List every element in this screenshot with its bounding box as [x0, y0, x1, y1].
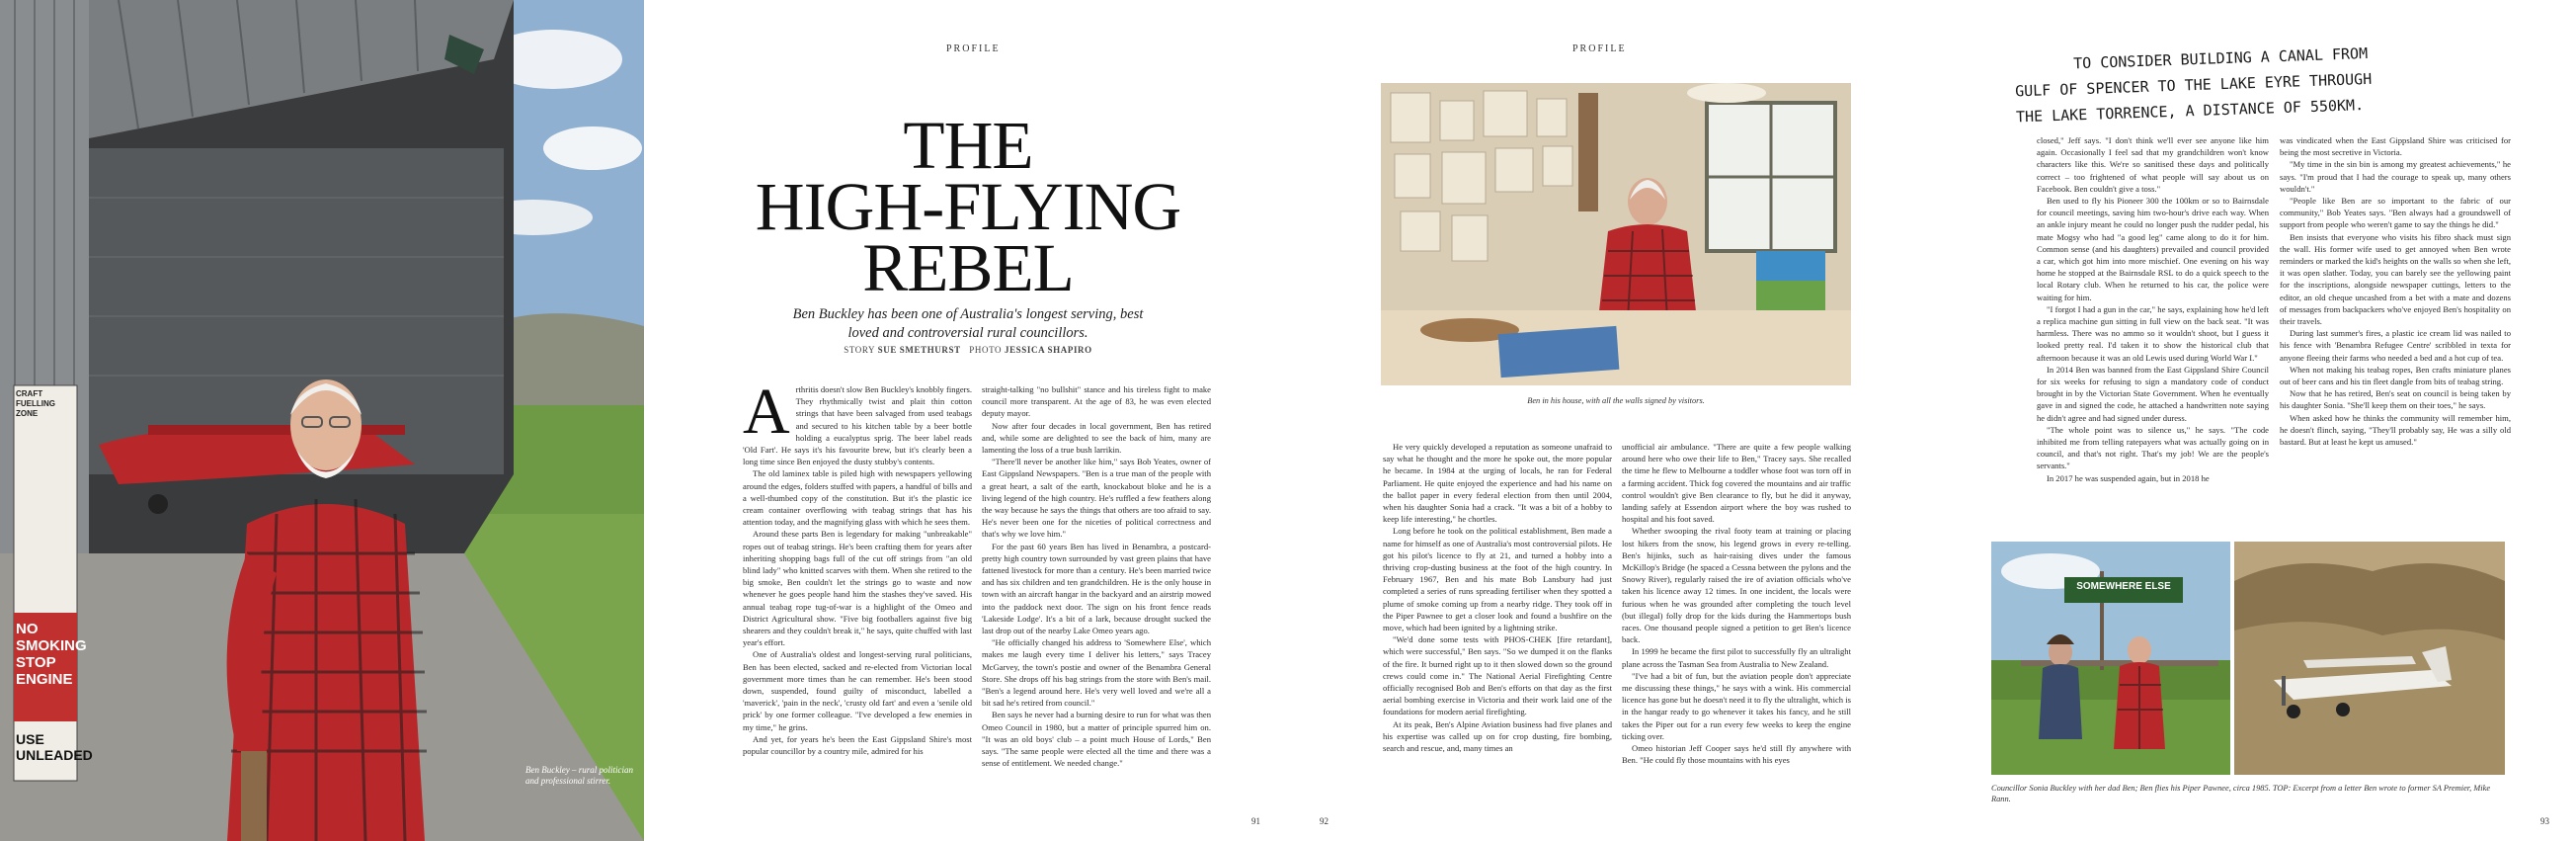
paragraph: In 2014 Ben was banned from the East Gippsland Shire Council for six weeks for refusing to sign a mandatory code of conduct brought in by the Victorian State Government. When he eventually gave in and signed the code, he attached a handwritten note saying he didn't agree and had signed under duress.	[2037, 364, 2269, 423]
paragraph: "We'd done some tests with PHOS-CHEK [fire retardant], which were successful," Ben says. "So we dumped it on the flanks of the fire. It burned right up to it then slowed down so the ground crews could come in." The National Aerial Firefighting Centre officially recognised Bob and Ben's efforts on that day as the first aerial bombing exercise in Victoria and their work laid one of the foundations for modern aerial firefighting.	[1383, 634, 1612, 717]
interior-caption: Ben in his house, with all the walls signed by visitors.	[1527, 396, 1705, 405]
paragraph: unofficial air ambulance. "There are quite a few people walking around here who owe their life to Ben," Tracey says. She recalled the time he flew to Melbourne a toddler whose foot was torn off in a farming accident. Thick fog covered the mountains and air traffic control wouldn't give Ben clearance to fly, but he did it anyway, landing safely at Essendon airport where the boy was rushed to hospital and his foot saved.	[1622, 442, 1851, 525]
paragraph: One of Australia's oldest and longest-serving rural politicians, Ben has been elected, sacked and re-elected from Victorian local government more times than he can remember. He's been stood down, suspended, found guilty of misconduct, labelled a 'maverick', 'pain in the neck', 'crusty old fart' and even a 'senile old prick' by one former colleague. "I've developed a few enemies in my time," he grins.	[743, 649, 972, 732]
paragraph: "There'll never be another like him," says Bob Yeates, owner of East Gippsland Newspapers. "Ben is a true man of the people with a great heart, a salt of the earth, knockabout bloke and he is a living legend of the high country. He's ruffled a few feathers along the way because he says the things that others are too afraid to say. He's never been one for the niceties of political correctness and that's why we love him."	[982, 457, 1211, 540]
byline	[790, 345, 1146, 355]
bottom-caption: Councillor Sonia Buckley with her dad Ben; Ben flies his Piper Pawnee, circa 1985. TOP: Excerpt from a letter Ben wrote to former SA Premier, Mike Rann.	[1991, 784, 2491, 803]
paragraph: Now after four decades in local government, Ben has retired and, while some are delighted to see the back of him, many are lamenting the loss of a true bush larrikin.	[982, 420, 1211, 456]
paragraph: straight-talking "no bullshit" stance and his tireless fight to make council more transparent. At the age of 83, he was even elected deputy mayor.	[982, 384, 1211, 419]
story-label: STORY	[844, 345, 875, 355]
handwritten-line: TO CONSIDER BUILDING A CANAL FROM	[2072, 43, 2369, 73]
paragraph: Ben used to fly his Pioneer 300 the 100km or so to Bairnsdale for council meetings, saving him two-hour's drive each way. When an ankle injury meant he could no longer push the rudder pedal, his mate Mogsy who had "a good leg" came along to do it for him. Common sense (and his daughters) prevailed and council provided a car, which got him into more mischief. One evening on his way home he stopped at the Bairnsdale RSL to do a quick speech to the local Rotary club. When he returned to his car, the police were waiting for him.	[2037, 196, 2269, 302]
body-column-6	[2280, 134, 2511, 520]
standfirst: Ben Buckley has been one of Australia's longest serving, best loved and controversial rural councillors.	[792, 306, 1144, 341]
photo-author: JESSICA SHAPIRO	[1004, 345, 1092, 355]
dropcap: A	[743, 383, 790, 448]
paragraph: "The whole point was to silence us," he says. "The code inhibited me from telling ratepayers what was actually going on in council, and that's not right. That's my job! We are the people's servants."	[2037, 424, 2269, 471]
paragraph: At its peak, Ben's Alpine Aviation business had five planes and his expertise was called up on for crop dusting, fire bombing, search and rescue, and, many times an	[1383, 718, 1612, 754]
paragraph: In 1999 he became the first pilot to successfully fly an ultralight plane across the Tasman Sea from Australia to New Zealand.	[1622, 646, 1851, 669]
page-number: 91	[1251, 816, 1260, 826]
hero-photo	[0, 0, 644, 841]
headline-line: REBEL	[862, 230, 1074, 305]
interior-photo	[1381, 83, 1851, 385]
hero-caption: Ben Buckley – rural politician and professional stirrer.	[525, 765, 633, 786]
paragraph: "I've had a bit of fun, but the aviation people don't appreciate me discussing these things," he says with a wink. His commercial licence has gone but he doesn't need it to fly the ultralight, which is in the hangar ready to go whenever it takes his fancy, and he still takes the Piper out for a run every few weeks to keep the engine ticking over.	[1622, 670, 1851, 741]
sign-fuelling: CRAFT FUELLING ZONE	[16, 389, 55, 418]
paragraph: For the past 60 years Ben has lived in Benambra, a postcard-pretty high country town surrounded by vast green plains that have fattened livestock for more than a century. He's been married twice and has six children and ten grandchildren. He is the only house in town with an aircraft hangar in the backyard and an airstrip mowed into the paddock next door. The sign on his front fence reads 'Lakeside Lodge'. It's a bit of a lark, because drought sucked the last drop out of the nearby Lake Omeo years ago.	[982, 541, 1211, 636]
body-column-1	[743, 383, 972, 789]
paragraph: closed," Jeff says. "I don't think we'll ever see anyone like him again. Occasionally I feel sad that my grandchildren won't know characters like this. We're so sanitised these days and politically correct – too frightened of what people will say about us on Facebook. Ben couldn't give a toss."	[2037, 135, 2269, 194]
interior-photo-illustration	[1381, 83, 1851, 385]
body-column-2	[982, 383, 1211, 789]
sign-unleaded: USE UNLEADED	[16, 731, 93, 763]
photo-label: PHOTO	[969, 345, 1003, 355]
paragraph: was vindicated when the East Gippsland Shire was criticised for being the most secretive in Victoria.	[2280, 135, 2511, 158]
paragraph: The old laminex table is piled high with newspapers yellowing around the edges, folders stuffed with papers, a handful of bills and a well-thumbed copy of the constitution. But it's the plastic ice cream container overflowing with teabag strings that has his attention today, and the magnifying glass with which he sees them.	[743, 468, 972, 528]
story-author: SUE SMETHURST	[877, 345, 961, 355]
paragraph: He very quickly developed a reputation as someone unafraid to say what he thought and the more he spoke out, the more popular he became. In 1984 at the urging of locals, he ran for Federal Parliament. He quite enjoyed the experience and had his name on the ballot paper in every federal election from then until 2004, when his daughter Sonia had a crack. "It was a bit of a hobby to keep life interesting," he chortles.	[1383, 442, 1612, 525]
paragraph: When not making his teabag ropes, Ben crafts miniature planes out of beer cans and his tin fleet dangle from bits of teabag string.	[2280, 364, 2511, 387]
paragraph: Ben says he never had a burning desire to run for what was then Omeo Council in 1980, but a matter of principle spurred him on. "It was an old boys' club – a point much House of Lords," Ben says. "The same people were elected all the time and there was a sense of entitlement. We needed change."	[982, 710, 1211, 769]
sonia-ben-photo	[1991, 542, 2230, 775]
paragraph: "I forgot I had a gun in the car," he says, explaining how he'd left a replica machine gun sitting in full view on the back seat. "It was harmless. There was no ammo so it wouldn't shoot, but I guess it looked pretty real. I'd taken it to show the historical club that afternoon because it was an old Lewis used during World War I."	[2037, 303, 2269, 363]
paragraph: When asked how he thinks the community will remember him, he doesn't flinch, saying, "They'll probably say, He was a silly old bastard. But at least he kept us amused."	[2280, 412, 2511, 448]
headline	[731, 108, 1205, 305]
paragraph: "People like Ben are so important to the fabric of our community," Bob Yeates says. "Ben always had a groundswell of support from people who weren't game to say the things he did."	[2280, 196, 2511, 230]
handwritten-line: GULF OF SPENCER TO THE LAKE EYRE THROUGH	[2014, 69, 2373, 101]
section-label: PROFILE	[1572, 43, 1627, 54]
section-label: PROFILE	[946, 43, 1001, 54]
hero-photo-illustration	[0, 0, 644, 841]
body-column-3	[1383, 441, 1612, 797]
somewhere-else-sign: SOMEWHERE ELSE	[2076, 581, 2171, 592]
body-column-5	[2037, 134, 2269, 520]
handwritten-line: THE LAKE TORRENCE, A DISTANCE OF 550KM.	[2015, 96, 2365, 126]
headline-line: HIGH-FLYING	[755, 169, 1181, 244]
paragraph: Around these parts Ben is legendary for making "unbreakable" ropes out of teabag strings. He's been crafting them for years after inheriting shopping bags full of the cut off strings from "an old blind lady" who knitted scarves with them. When she retired to the big smoke, Ben couldn't let the strings go to waste and now whenever he goes people hand him the stashes they've saved. His annual teabag rope tug-of-war is a highlight of the Omeo and District Agricultural show. "Five big footballers against five big shearers and they couldn't break it," he says, quite chuffed with last year's effort.	[743, 529, 972, 648]
paragraph: During last summer's fires, a plastic ice cream lid was nailed to his fence with 'Benambra Refugee Centre' scribbled in texta for anyone fleeing their farms who needed a bed and a hot cup of tea.	[2280, 328, 2511, 363]
plane-photo-illustration	[2234, 542, 2505, 775]
paragraph: rthritis doesn't slow Ben Buckley's knobbly fingers. They rhythmically twist and plait thin cotton strings that have been salvaged from used teabags and secured to his kitchen table by a beer bottle holding a eucalyptus sprig. The beer label reads 'Old Fart'. He says it's his favourite brew, but it's clearly been a long time since Ben enjoyed the dusty stubby's contents.	[743, 384, 972, 467]
sign-no-smoking: NO SMOKING STOP ENGINE	[16, 621, 87, 688]
paragraph: "My time in the sin bin is among my greatest achievements," he says. "I'm proud that I had the courage to speak up, many others wouldn't."	[2280, 159, 2511, 194]
page-number: 92	[1320, 816, 1328, 826]
paragraph: In 2017 he was suspended again, but in 2018 he	[2047, 472, 2210, 483]
plane-photo	[2234, 542, 2505, 775]
paragraph: Long before he took on the political establishment, Ben made a name for himself as one of Australia's most controversial pilots. He got his pilot's licence to fly at 21, and turned a hobby into a thriving crop-dusting business at the foot of the high country. In February 1967, Ben and his mate Bob Lansbury had just completed a series of runs spreading fertiliser when they spotted a plume of smoke coming up from a nearby ridge. They took off in the Piper Pawnee to get a closer look and found a bushfire on the move, which had been ignited by a lightning strike.	[1383, 526, 1612, 633]
paragraph: Omeo historian Jeff Cooper says he'd still fly anywhere with Ben. "He could fly those mountains with his eyes	[1622, 743, 1851, 766]
paragraph: "He officially changed his address to 'Somewhere Else', which makes me laugh every time I deliver his letters," says Tracey McGarvey, the town's postie and owner of the Benambra General Store. She drops off his bag strings from the store with Ben's mail. "Ben's a legend around here. He's very well loved and we're all a bit sad he's retired from council."	[982, 637, 1211, 709]
page-number: 93	[2540, 816, 2549, 826]
handwritten-letter	[2014, 35, 2549, 130]
paragraph: And yet, for years he's been the East Gippsland Shire's most popular councillor by a country mile, admired for his	[743, 733, 972, 757]
sonia-ben-photo-illustration	[1991, 542, 2230, 775]
paragraph: Ben insists that everyone who visits his fibro shack must sign the wall. His former wife used to get annoyed when Ben wrote reminders or marked the kid's heights on the walls so when she left, it was open slather. Today, you can barely see the yellowing paint for the inscriptions, alongside newspaper cuttings, letters to the editor, an old cheque uncashed from a bet with a mate and dozens of messages from backpackers who've enjoyed Ben's hospitality on their travels.	[2280, 231, 2511, 327]
paragraph: Now that he has retired, Ben's seat on council is being taken by his daughter Sonia. "She'll keep them on their toes," he says.	[2280, 388, 2511, 411]
right-page	[1288, 0, 2576, 841]
paragraph: Whether swooping the rival footy team at training or placing lost hikers from the snow, his legend grows in every re-telling. Ben's hijinks, such as hair-raising dives under the famous McKillop's Bridge (he spaced a Cessna between the pylons and the Snowy River), regularly raised the ire of aviation officials who've taken his licence away 12 times. In one incident, the locals were furious when he was grounded after completing the touch level (but illegal) folly drop for the kids during the Hammertops bush races. One thousand people signed a petition to get Ben's licence back.	[1622, 526, 1851, 645]
headline-line: THE	[903, 108, 1033, 183]
body-column-4	[1622, 441, 1851, 797]
